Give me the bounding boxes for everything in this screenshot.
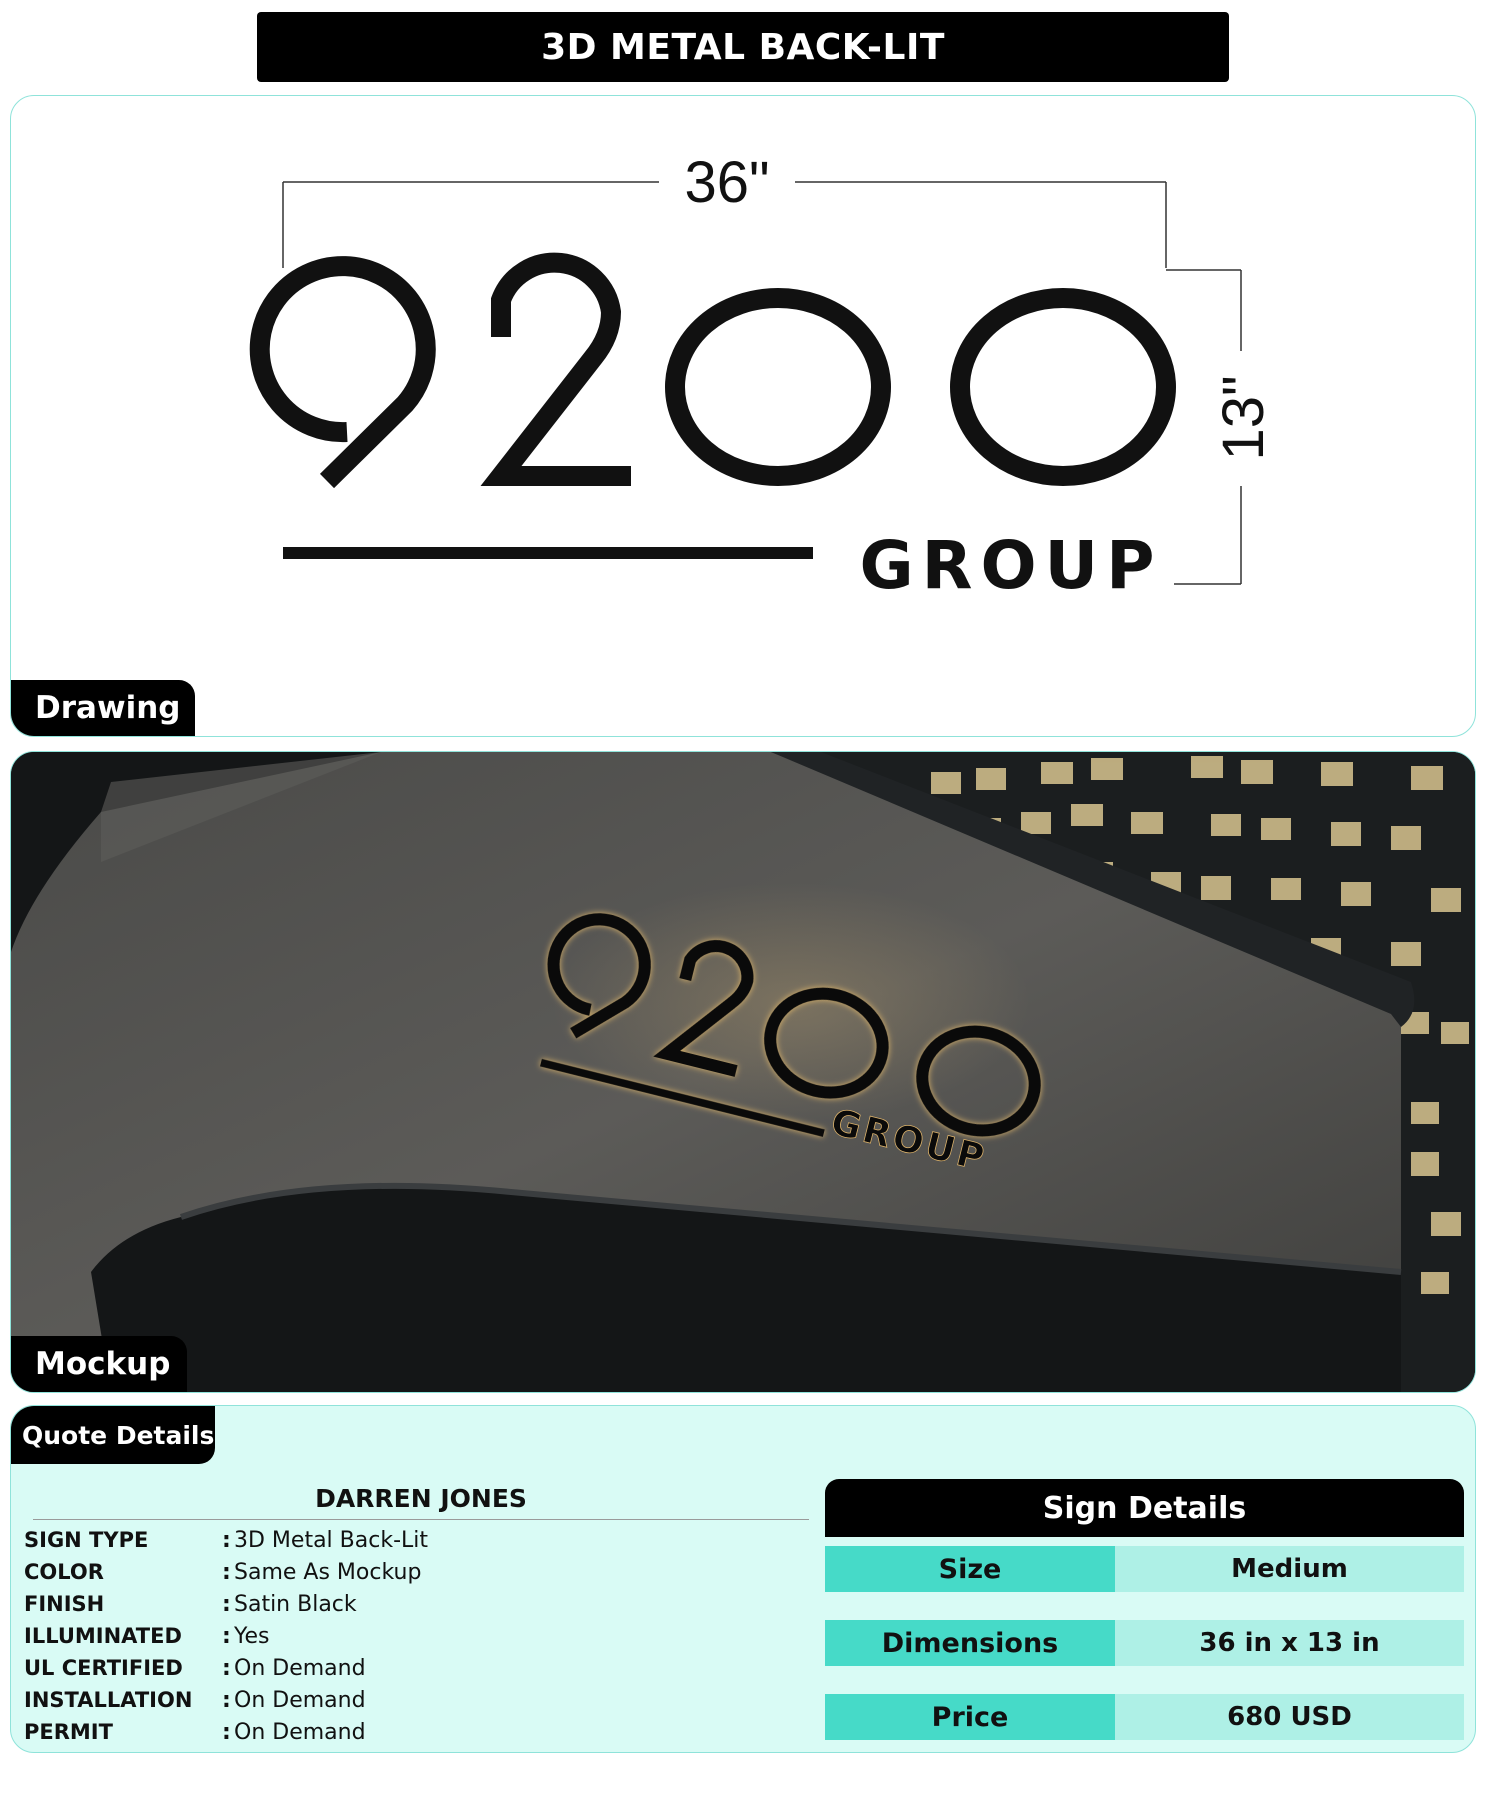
height-label: 13" <box>1211 375 1276 461</box>
spec-value: On Demand <box>234 1655 366 1681</box>
sign-detail-key: Dimensions <box>825 1620 1115 1666</box>
spec-key: COLOR <box>24 1560 104 1584</box>
spec-row-color <box>24 1557 421 1587</box>
spec-colon: : <box>222 1719 231 1745</box>
spec-colon: : <box>222 1655 231 1681</box>
spec-row-ul-certified <box>24 1653 366 1683</box>
sign-detail-value: 680 USD <box>1115 1694 1464 1740</box>
spec-colon: : <box>222 1591 231 1617</box>
quote-details-tab: Quote Details <box>11 1406 215 1464</box>
spec-row-installation <box>24 1685 366 1715</box>
spec-colon: : <box>222 1559 231 1585</box>
mockup-tab: Mockup <box>11 1336 187 1392</box>
spec-key: SIGN TYPE <box>24 1528 149 1552</box>
page-title: 3D METAL BACK-LIT <box>257 12 1229 82</box>
spec-row-permit <box>24 1717 366 1747</box>
spec-colon: : <box>222 1527 231 1553</box>
mockup-sub: GROUP <box>826 1101 991 1180</box>
quote-panel <box>10 1405 1476 1753</box>
mockup-image <box>11 752 1476 1393</box>
sign-details-row-price <box>825 1694 1464 1740</box>
logo-sub: GROUP <box>859 527 1163 604</box>
width-label: 36" <box>684 150 770 215</box>
sign-detail-key: Price <box>825 1694 1115 1740</box>
sign-details-row-dimensions <box>825 1620 1464 1666</box>
spec-row-finish <box>24 1589 357 1619</box>
sign-detail-value: 36 in x 13 in <box>1115 1620 1464 1666</box>
mockup-panel <box>10 751 1476 1393</box>
logo-underline <box>283 547 813 559</box>
drawing-panel <box>10 95 1476 737</box>
drawing-tab: Drawing <box>11 680 195 736</box>
spec-key: FINISH <box>24 1592 105 1616</box>
spec-key: PERMIT <box>24 1720 113 1744</box>
spec-value: Same As Mockup <box>234 1559 422 1585</box>
spec-key: ILLUMINATED <box>24 1624 182 1648</box>
spec-value: Yes <box>234 1623 270 1649</box>
logo-9200 <box>260 263 1166 481</box>
sign-detail-value: Medium <box>1115 1546 1464 1592</box>
spec-row-illuminated <box>24 1621 270 1651</box>
spec-key: UL CERTIFIED <box>24 1656 183 1680</box>
sign-details-row-size <box>825 1546 1464 1592</box>
sign-detail-key: Size <box>825 1546 1115 1592</box>
spec-value: 3D Metal Back-Lit <box>234 1527 429 1553</box>
sign-details-title: Sign Details <box>825 1479 1464 1537</box>
spec-row-sign-type <box>24 1525 428 1555</box>
spec-colon: : <box>222 1687 231 1713</box>
sign-drawing <box>11 96 1476 737</box>
spec-value: On Demand <box>234 1687 366 1713</box>
spec-colon: : <box>222 1623 231 1649</box>
spec-key: INSTALLATION <box>24 1688 193 1712</box>
spec-value: Satin Black <box>234 1591 357 1617</box>
spec-value: On Demand <box>234 1719 366 1745</box>
customer-name: DARREN JONES <box>33 1484 809 1520</box>
